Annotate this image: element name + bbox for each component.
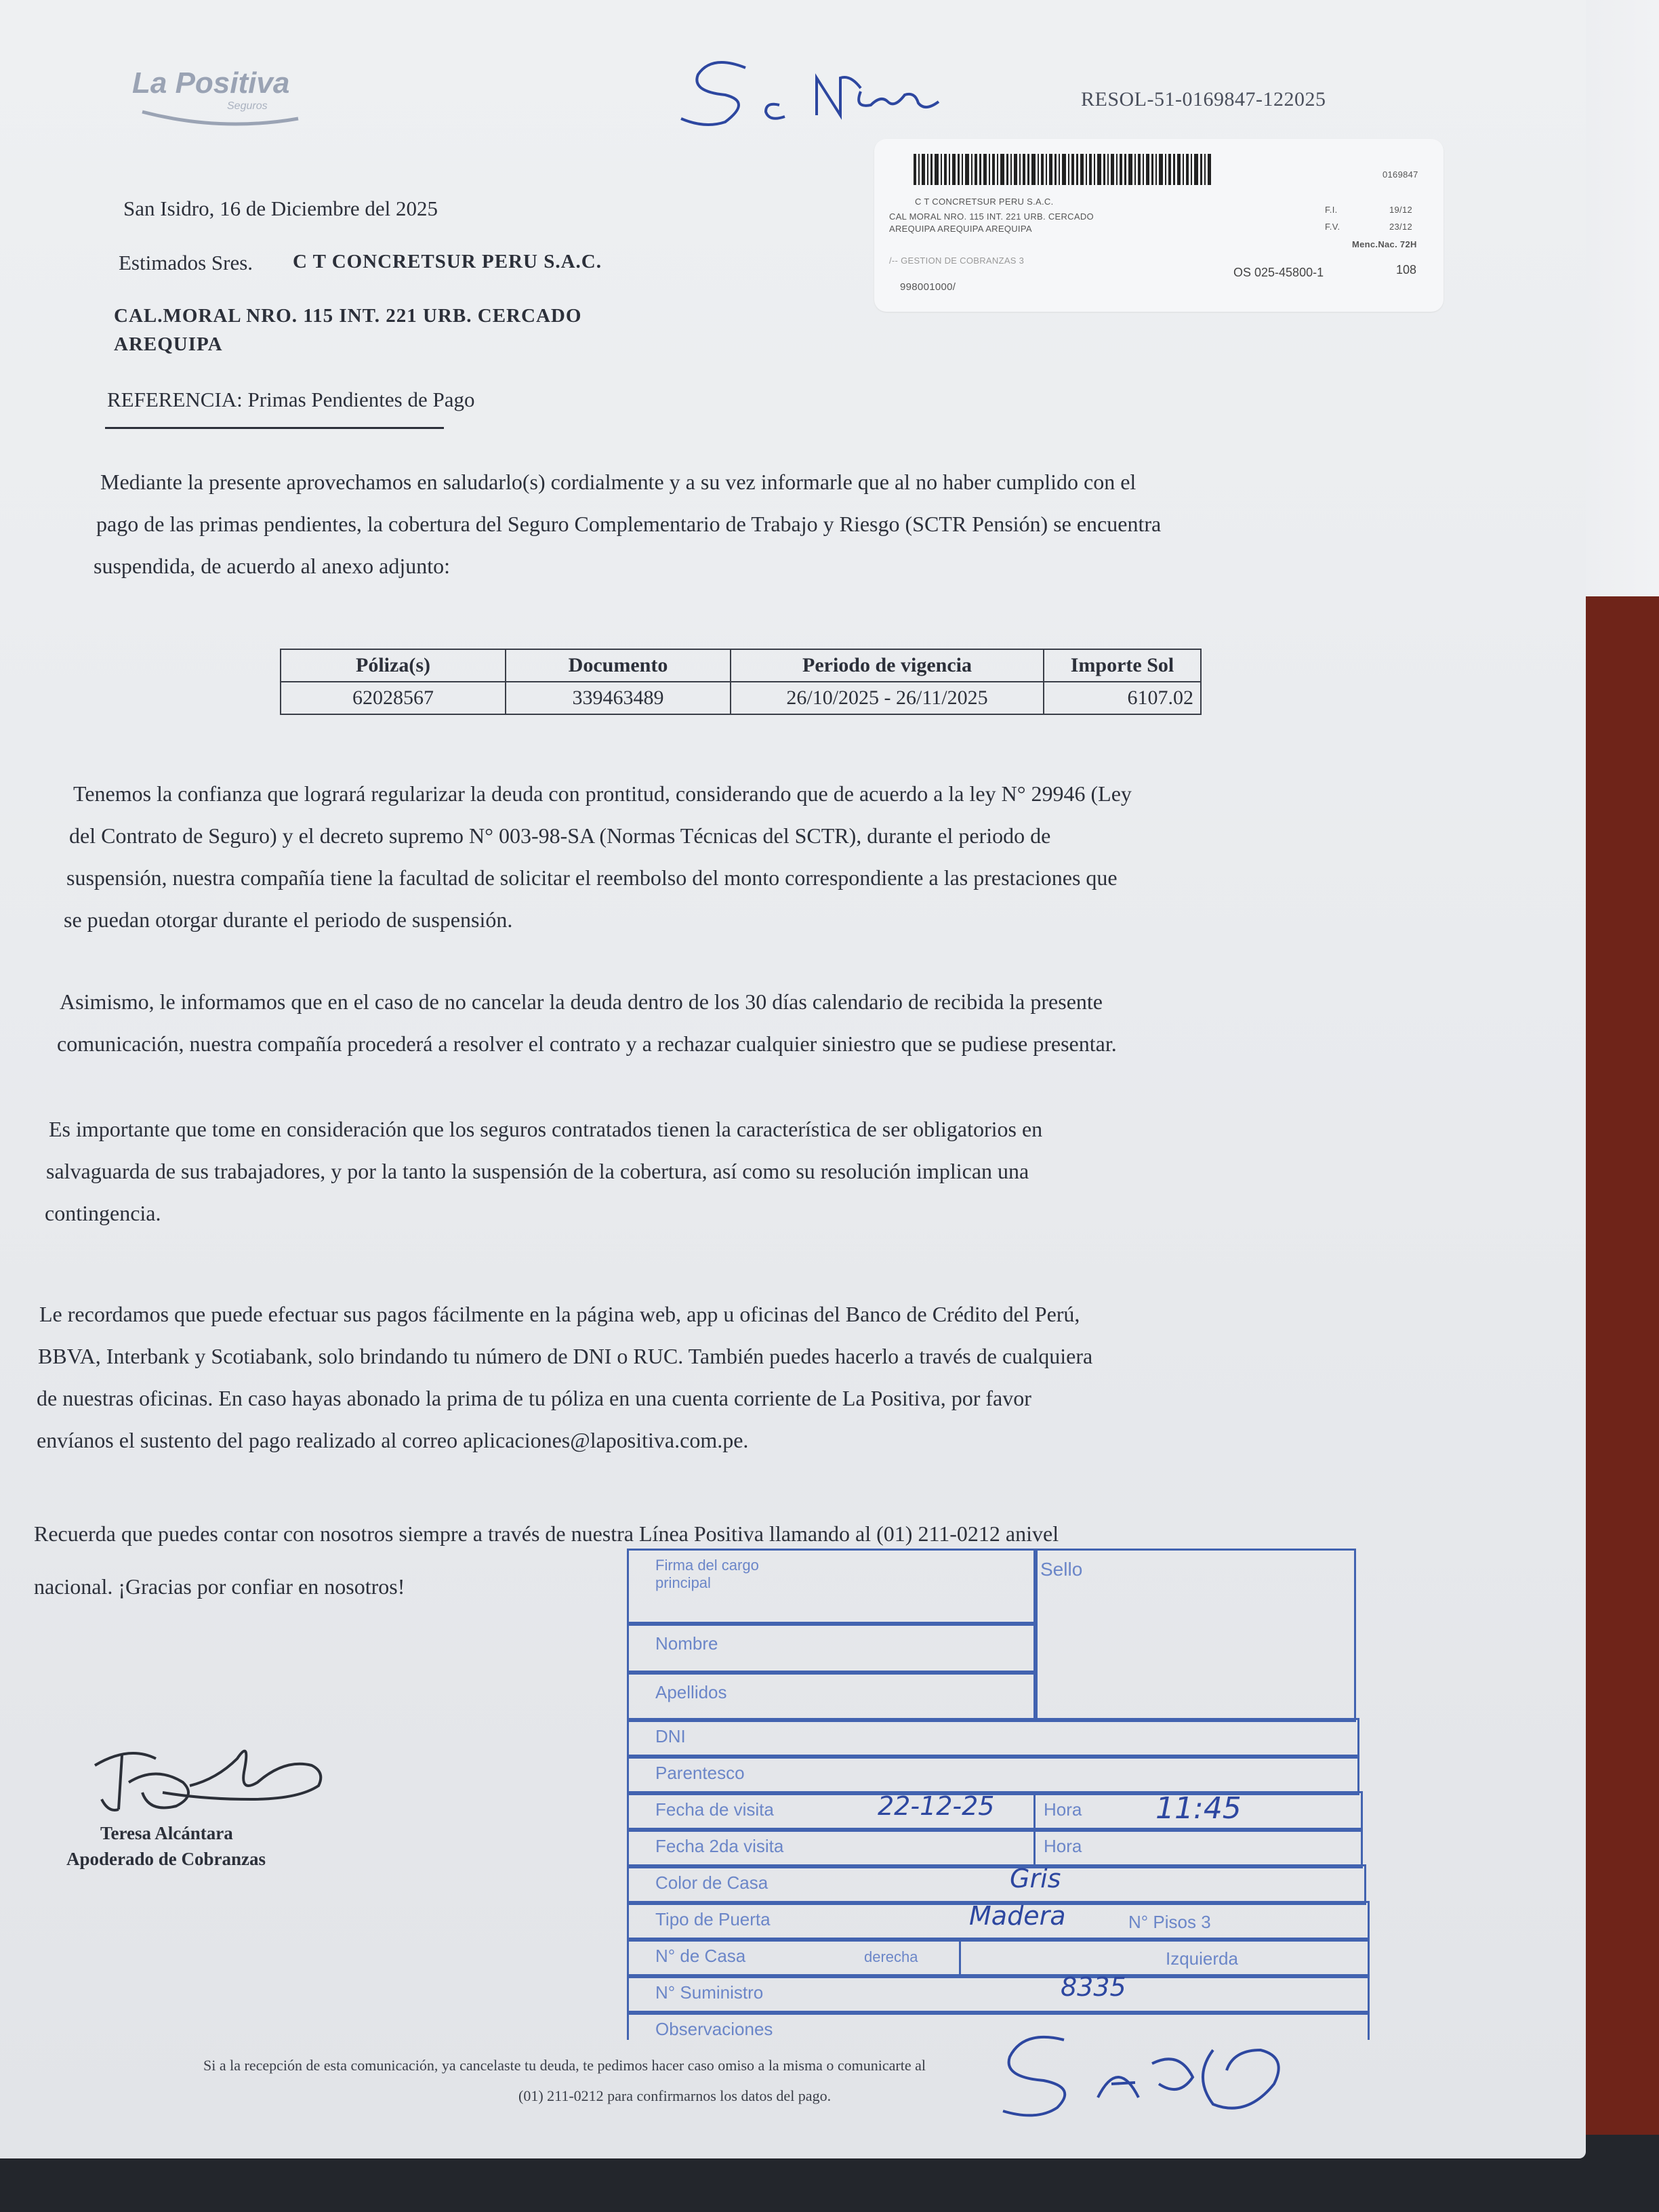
bottom-signature: [989, 2023, 1315, 2131]
stamp-label-fecha: Fecha de visita: [655, 1799, 774, 1820]
cell-periodo: 26/10/2025 - 26/11/2025: [731, 682, 1044, 714]
p4-line-1: Es importante que tome en consideración que los seguros contratados tienen la característica de ser obligatorios en: [49, 1117, 1043, 1141]
letter-date: San Isidro, 16 de Diciembre del 2025: [123, 197, 438, 220]
paragraph-3: [57, 981, 1117, 1065]
footer-line-1: Si a la recepción de esta comunicación, ya cancelaste tu deuda, te pedimos hacer caso omiso a la misma o comunicarte al: [203, 2057, 926, 2074]
footer-line-2: (01) 211-0212 para confirmarnos los datos del pago.: [518, 2087, 832, 2104]
label-os-num: 108: [1396, 263, 1417, 276]
th-documento: Documento: [506, 649, 731, 682]
stamp-label-firma: Firma del cargo principal: [655, 1557, 759, 1591]
cell-poliza: 62028567: [281, 682, 506, 714]
delivery-stamp-form: [627, 1549, 1366, 2104]
stamp-label-derecha: derecha: [864, 1948, 918, 1965]
th-poliza: Póliza(s): [281, 649, 506, 682]
cell-importe: 6107.02: [1044, 682, 1201, 714]
greeting-prefix: Estimados Sres.: [119, 251, 253, 274]
paragraph-4: [45, 1108, 1043, 1234]
p2-line-2: del Contrato de Seguro) y el decreto supremo N° 003-98-SA (Normas Técnicas del SCTR), durante el periodo de: [69, 823, 1051, 848]
label-address-1: CAL MORAL NRO. 115 INT. 221 URB. CERCADO: [889, 211, 1094, 222]
recipient-address-1: CAL.MORAL NRO. 115 INT. 221 URB. CERCADO: [114, 305, 582, 327]
signer-name: Teresa Alcántara: [100, 1823, 233, 1843]
label-code: 998001000/: [900, 281, 956, 293]
p5-line-3: de nuestras oficinas. En caso hayas abonado la prima de tu póliza en una cuenta corriente de La Positiva, por favor: [37, 1386, 1031, 1410]
handwritten-fecha: 22-12-25: [878, 1791, 995, 1821]
handwritten-hora: 11:45: [1155, 1791, 1242, 1826]
p5-line-2: BBVA, Interbank y Scotiabank, solo brindando tu número de DNI o RUC. También puedes hacerlo a través de cualquiera: [38, 1344, 1093, 1368]
reference-underline: [105, 427, 444, 429]
stamp-label-observaciones: Observaciones: [655, 2019, 773, 2039]
label-gestion: /-- GESTION DE COBRANZAS 3: [889, 255, 1025, 266]
label-company: C T CONCRETSUR PERU S.A.C.: [915, 197, 1054, 207]
p6-line-2: nacional. ¡Gracias por confiar en nosotros!: [34, 1574, 405, 1599]
stamp-divider-casa: [959, 1938, 961, 1974]
p5-line-4: envíanos el sustento del pago realizado al correo aplicaciones@lapositiva.com.pe.: [37, 1428, 749, 1452]
company-logo: La Positiva: [132, 66, 290, 100]
stamp-label-fecha2: Fecha 2da visita: [655, 1836, 784, 1856]
p4-line-3: contingencia.: [45, 1201, 161, 1225]
resolution-number: RESOL-51-0169847-122025: [1081, 88, 1326, 110]
p3-line-2: comunicación, nuestra compañía procederá a resolver el contrato y a rechazar cualquier siniestro que se pudiese presentar.: [57, 1031, 1117, 1056]
recipient-address-2: AREQUIPA: [114, 333, 223, 355]
p1-line-2: pago de las primas pendientes, la cobertura del Seguro Complementario de Trabajo y Riesgo (SCTR Pensión) se encuentra: [96, 512, 1162, 536]
table-header-row: [281, 649, 1201, 682]
stamp-label-izquierda: Izquierda: [1166, 1948, 1238, 1969]
p4-line-2: salvaguarda de sus trabajadores, y por la tanto la suspensión de la cobertura, así como su resolución implican una: [46, 1159, 1029, 1183]
handwritten-suministro: 8335: [1061, 1972, 1126, 2002]
stamp-label-parentesco: Parentesco: [655, 1763, 745, 1783]
handwritten-note: [671, 54, 956, 129]
stamp-label-dni: DNI: [655, 1726, 686, 1746]
label-os: OS 025-45800-1: [1233, 266, 1324, 279]
p3-line-1: Asimismo, le informamos que en el caso de no cancelar la deuda dentro de los 30 días calendario de recibida la presente: [60, 989, 1103, 1014]
reference-line: REFERENCIA: Primas Pendientes de Pago: [107, 388, 475, 411]
signer-title: Apoderado de Cobranzas: [66, 1849, 266, 1869]
logo-swoosh-icon: [139, 102, 302, 136]
stamp-label-nombre: Nombre: [655, 1633, 718, 1654]
policy-table: [280, 649, 1202, 715]
label-fi-value: 19/12: [1389, 205, 1413, 215]
p1-line-3: suspendida, de acuerdo al anexo adjunto:: [94, 554, 451, 578]
th-importe: Importe Sol: [1044, 649, 1201, 682]
p5-line-1: Le recordamos que puede efectuar sus pagos fácilmente en la página web, app u oficinas del Banco de Crédito del Perú,: [39, 1302, 1080, 1326]
signature: [81, 1718, 339, 1833]
stamp-label-hora2: Hora: [1044, 1836, 1082, 1856]
p1-line-1: Mediante la presente aprovechamos en saludarlo(s) cordialmente y a su vez informarle que al no haber cumplido con el: [100, 470, 1136, 494]
label-fv: F.V.: [1325, 222, 1340, 232]
label-fi: F.I.: [1325, 205, 1338, 215]
paragraph-5: [39, 1293, 1092, 1461]
handwritten-note-text: Sc Nuccio: [671, 54, 674, 55]
stamp-label-sello: Sello: [1040, 1559, 1083, 1580]
th-periodo: Periodo de vigencia: [731, 649, 1044, 682]
stamp-label-color: Color de Casa: [655, 1872, 769, 1893]
recipient-company: C T CONCRETSUR PERU S.A.C.: [293, 251, 602, 272]
address-label: [874, 139, 1443, 312]
stamp-label-suministro: N° Suministro: [655, 1982, 764, 2003]
stamp-label-apellidos: Apellidos: [655, 1682, 727, 1702]
stamp-label-casa: N° de Casa: [655, 1946, 746, 1966]
logo-subtitle: Seguros: [227, 100, 268, 112]
paragraph-1: [94, 461, 1162, 587]
handwritten-puerta: Madera: [969, 1901, 1066, 1931]
label-ref: 0169847: [1382, 169, 1418, 180]
label-fv-value: 23/12: [1389, 222, 1413, 232]
stamp-label-pisos: N° Pisos 3: [1128, 1912, 1211, 1932]
stamp-row-dni: [627, 1718, 1359, 1759]
p2-line-1: Tenemos la confianza que logrará regularizar la deuda con prontitud, considerando que de acuerdo a la ley N° 29946 (Ley: [73, 781, 1132, 806]
barcode-icon: [914, 154, 1212, 185]
label-address-2: AREQUIPA AREQUIPA AREQUIPA: [889, 224, 1032, 234]
stamp-label-puerta: Tipo de Puerta: [655, 1909, 771, 1929]
stamp-label-hora: Hora: [1044, 1799, 1082, 1820]
desk-background: [1579, 596, 1659, 2212]
p6-line-1: Recuerda que puedes contar con nosotros siempre a través de nuestra Línea Positiva llamando al (01) 211-0212 anivel: [34, 1521, 1059, 1546]
paragraph-2: [64, 773, 1132, 941]
cell-documento: 339463489: [506, 682, 731, 714]
label-menc: Menc.Nac. 72H: [1352, 239, 1417, 249]
table-row: [281, 682, 1201, 714]
handwritten-color: Gris: [1010, 1864, 1061, 1893]
p2-line-4: se puedan otorgar durante el periodo de suspensión.: [64, 907, 513, 932]
p2-line-3: suspensión, nuestra compañía tiene la facultad de solicitar el reembolso del monto correspondiente a las prestaciones que: [66, 865, 1118, 890]
